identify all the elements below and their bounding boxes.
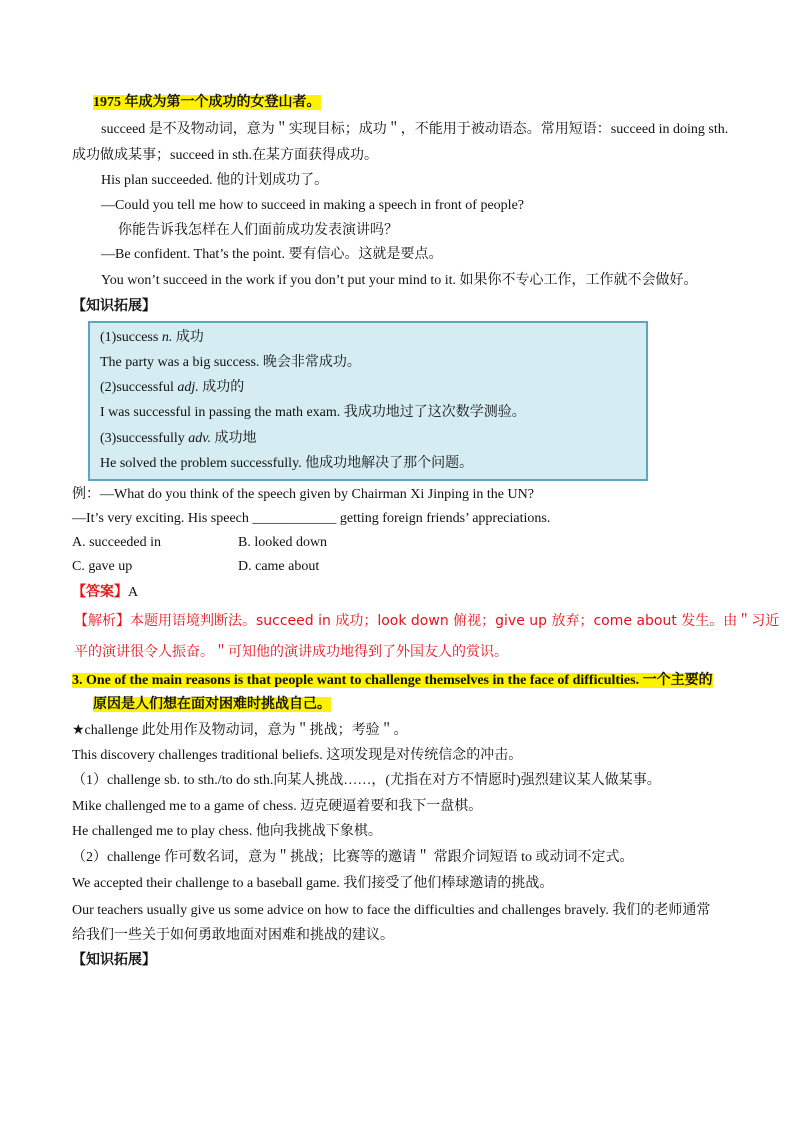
entry-meaning: 成功地 bbox=[210, 431, 257, 446]
knowledge-expand-label: 【知识拓展】 bbox=[72, 299, 156, 314]
section-heading bbox=[72, 671, 713, 691]
option-d: D. came about bbox=[238, 559, 320, 574]
box-entry-successful bbox=[100, 378, 244, 398]
paragraph-line: ★challenge 此处用作及物动词，意为＂挑战；考验＂。 bbox=[72, 723, 408, 738]
entry-pos: n. bbox=[161, 330, 173, 345]
entry-pos: adj. bbox=[177, 380, 199, 395]
paragraph-line: succeed 是不及物动词，意为＂实现目标；成功＂，不能用于被动语态。常用短语：succeed in doing sth. bbox=[101, 122, 729, 137]
analysis-line: 【解析】本题用语境判断法。succeed in 成功；look down 俯视；give up 放弃；come about 发生。由＂习近 bbox=[74, 613, 780, 629]
example-sentence: Mike challenged me to a game of chess. 迈克硬逼着要和我下一盘棋。 bbox=[72, 799, 483, 814]
example-translation: 给我们一些关于如何勇敢地面对困难和挑战的建议。 bbox=[72, 928, 394, 943]
box-entry-successfully bbox=[100, 429, 256, 449]
answer-value: A bbox=[128, 585, 139, 600]
box-example: He solved the problem successfully. 他成功地解决了那个问题。 bbox=[100, 456, 474, 471]
example-sentence: His plan succeeded. 他的计划成功了。 bbox=[101, 173, 329, 188]
highlighted-heading: 原因是人们想在面对困难时挑战自己。 bbox=[93, 697, 331, 712]
answer-label: 【答案】 bbox=[72, 585, 128, 600]
knowledge-box bbox=[88, 321, 648, 481]
knowledge-expand-label: 【知识拓展】 bbox=[72, 953, 156, 968]
entry-pos: adv. bbox=[188, 431, 211, 446]
option-c: C. gave up bbox=[72, 559, 133, 574]
question-stem: 例：—What do you think of the speech given by Chairman Xi Jinping in the UN? bbox=[72, 487, 534, 502]
example-translation: 你能告诉我怎样在人们面前成功发表演讲吗？ bbox=[118, 223, 398, 238]
analysis-line: 平的演讲很令人振奋。＂可知他的演讲成功地得到了外国友人的赏识。 bbox=[74, 644, 508, 660]
highlighted-heading: 1975 年成为第一个成功的女登山者。 bbox=[93, 95, 321, 110]
example-sentence: —Be confident. That’s the point. 要有信心。这就是要点。 bbox=[101, 247, 443, 262]
paragraph-line: 成功做成某事；succeed in sth.在某方面获得成功。 bbox=[72, 148, 379, 163]
paragraph-line: （1）challenge sb. to sth./to do sth.向某人挑战……，(尤指在对方不情愿时)强烈建议某人做某事。 bbox=[72, 773, 661, 788]
entry-word: (1)success bbox=[100, 330, 162, 345]
example-sentence: Our teachers usually give us some advice on how to face the difficulties and challenges bravely. 我们的老师通常 bbox=[72, 903, 711, 918]
answer-line bbox=[72, 583, 138, 603]
box-example: The party was a big success. 晚会非常成功。 bbox=[100, 355, 361, 370]
highlighted-heading: 3. One of the main reasons is that people want to challenge themselves in the face of difficulties. 一个主要的 bbox=[72, 673, 713, 688]
entry-meaning: 成功的 bbox=[198, 380, 245, 395]
example-sentence: This discovery challenges traditional beliefs. 这项发现是对传统信念的冲击。 bbox=[72, 748, 523, 763]
section-heading bbox=[93, 93, 321, 113]
box-entry-success bbox=[100, 328, 204, 348]
entry-word: (3)successfully bbox=[100, 431, 189, 446]
paragraph-line: （2）challenge 作可数名词，意为＂挑战；比赛等的邀请＂ 常跟介词短语 to 或动词不定式。 bbox=[72, 850, 634, 865]
entry-word: (2)successful bbox=[100, 380, 178, 395]
example-sentence: You won’t succeed in the work if you don’t put your mind to it. 如果你不专心工作，工作就不会做好。 bbox=[101, 273, 698, 288]
option-b: B. looked down bbox=[238, 535, 328, 550]
section-heading-cont bbox=[93, 695, 331, 715]
question-stem: —It’s very exciting. His speech ____________ getting foreign friends’ appreciations. bbox=[72, 511, 551, 526]
example-sentence: —Could you tell me how to succeed in making a speech in front of people? bbox=[101, 198, 525, 213]
box-example: I was successful in passing the math exam. 我成功地过了这次数学测验。 bbox=[100, 405, 526, 420]
example-sentence: We accepted their challenge to a baseball game. 我们接受了他们棒球邀请的挑战。 bbox=[72, 876, 554, 891]
entry-meaning: 成功 bbox=[172, 330, 204, 345]
example-sentence: He challenged me to play chess. 他向我挑战下象棋。 bbox=[72, 824, 382, 839]
option-a: A. succeeded in bbox=[72, 535, 162, 550]
